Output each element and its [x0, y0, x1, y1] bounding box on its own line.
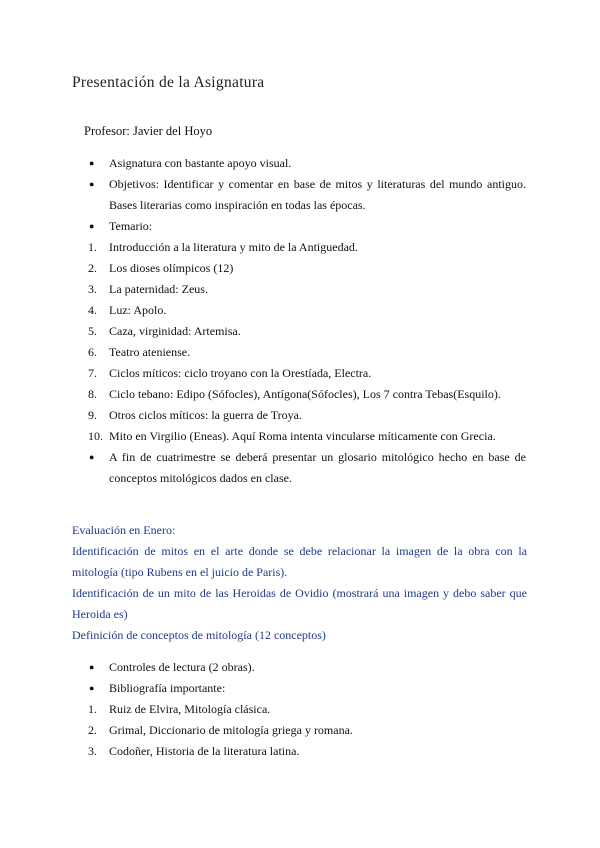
bullet-marker: ●	[89, 221, 95, 231]
syllabus-item	[88, 363, 526, 384]
professor-line: Profesor: Javier del Hoyo	[84, 124, 213, 138]
evaluation-item: Identificación de un mito de las Heroidas de Ovidio (mostrará una imagen y debo saber que Heroida es)	[72, 586, 527, 621]
list-item-text: Ciclos míticos: ciclo troyano con la Orestíada, Electra.	[109, 366, 372, 380]
list-item-text: Asignatura con bastante apoyo visual.	[109, 156, 292, 170]
reading-list	[88, 657, 526, 762]
syllabus-item	[88, 279, 526, 300]
list-item-text: Teatro ateniense.	[109, 345, 191, 359]
evaluation-item: Identificación de mitos en el arte donde se debe relacionar la imagen de la obra con la mitología (tipo Rubens en el juicio de Paris).	[72, 544, 527, 579]
syllabus-item	[88, 447, 526, 489]
syllabus-item	[88, 174, 526, 216]
list-item-text: Otros ciclos míticos: la guerra de Troya.	[109, 408, 302, 422]
list-item-text: Bibliografía importante:	[109, 681, 226, 695]
bullet-marker: ●	[89, 179, 95, 189]
reading-item	[88, 720, 526, 741]
bullet-marker: ●	[89, 452, 95, 462]
syllabus-item	[88, 300, 526, 321]
list-item-text: Objetivos: Identificar y comentar en base de mitos y literaturas del mundo antiguo. Bases literarias como inspiración en todas las épocas.	[109, 177, 526, 212]
reading-item	[88, 678, 526, 699]
list-item-text: Controles de lectura (2 obras).	[109, 660, 255, 674]
reading-item	[88, 741, 526, 762]
number-marker: 10.	[88, 429, 103, 443]
number-marker: 5.	[88, 324, 97, 338]
reading-item	[88, 699, 526, 720]
syllabus-item	[88, 321, 526, 342]
list-item-text: Caza, virginidad: Artemisa.	[109, 324, 241, 338]
syllabus-item	[88, 258, 526, 279]
number-marker: 6.	[88, 345, 97, 359]
list-item-text: Ciclo tebano: Edipo (Sófocles), Antígona(Sófocles), Los 7 contra Tebas(Esquilo).	[109, 387, 501, 401]
syllabus-item	[88, 237, 526, 258]
list-item-text: Temario:	[109, 219, 153, 233]
list-item-text: Luz: Apolo.	[109, 303, 167, 317]
number-marker: 2.	[88, 723, 97, 737]
list-item-text: Ruiz de Elvira, Mitología clásica.	[109, 702, 271, 716]
number-marker: 1.	[88, 240, 97, 254]
syllabus-item	[88, 216, 526, 237]
syllabus-list	[88, 153, 526, 489]
list-item-text: Codoñer, Historia de la literatura latina.	[109, 744, 300, 758]
list-item-text: Los dioses olímpicos (12)	[109, 261, 234, 275]
number-marker: 4.	[88, 303, 97, 317]
syllabus-item	[88, 405, 526, 426]
syllabus-item	[88, 153, 526, 174]
number-marker: 3.	[88, 744, 97, 758]
evaluation-item: Definición de conceptos de mitología (12 conceptos)	[72, 628, 326, 642]
list-item-text: La paternidad: Zeus.	[109, 282, 208, 296]
bullet-marker: ●	[89, 683, 95, 693]
number-marker: 2.	[88, 261, 97, 275]
bullet-marker: ●	[89, 158, 95, 168]
list-item-text: Introducción a la literatura y mito de la Antiguedad.	[109, 240, 358, 254]
reading-item	[88, 657, 526, 678]
number-marker: 8.	[88, 387, 97, 401]
syllabus-item	[88, 384, 526, 405]
syllabus-item	[88, 342, 526, 363]
number-marker: 1.	[88, 702, 97, 716]
list-item-text: Mito en Virgilio (Eneas). Aquí Roma intenta vincularse míticamente con Grecia.	[109, 429, 496, 443]
page-title: Presentación de la Asignatura	[72, 74, 265, 91]
syllabus-item	[88, 426, 526, 447]
evaluation-section	[72, 520, 527, 646]
number-marker: 9.	[88, 408, 97, 422]
evaluation-heading: Evaluación en Enero:	[72, 523, 176, 537]
list-item-text: A fin de cuatrimestre se deberá presentar un glosario mitológico hecho en base de conceptos mitológicos dados en clase.	[109, 450, 526, 485]
bullet-marker: ●	[89, 662, 95, 672]
number-marker: 3.	[88, 282, 97, 296]
number-marker: 7.	[88, 366, 97, 380]
list-item-text: Grimal, Diccionario de mitología griega y romana.	[109, 723, 353, 737]
